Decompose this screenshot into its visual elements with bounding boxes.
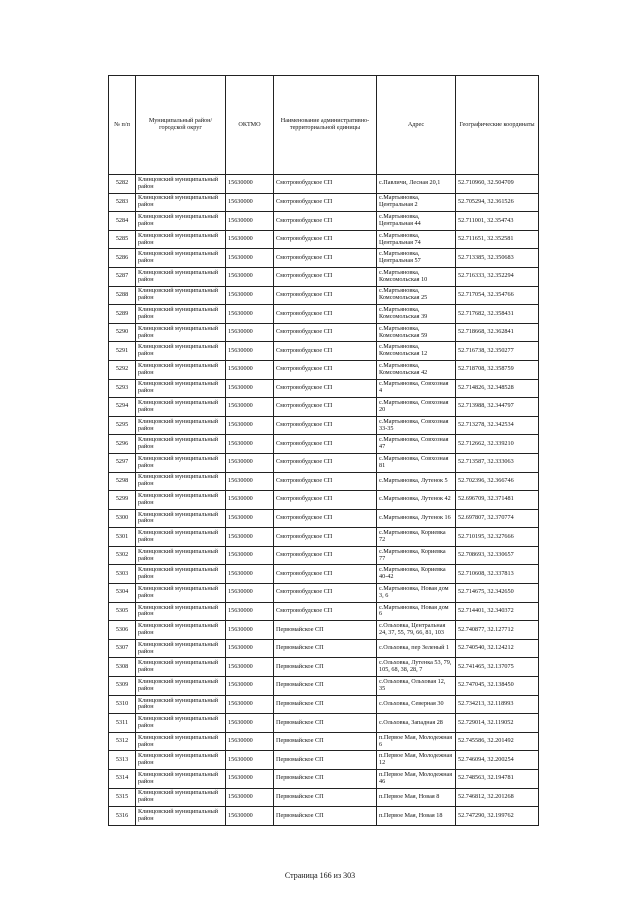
header-oktmo: ОКТМО — [226, 76, 274, 175]
cell-address: с.Ольховка, Западная 28 — [377, 714, 456, 733]
cell-address: с.Мартьяновка, Новая дом 3, 6 — [377, 584, 456, 603]
cell-oktmo: 15630000 — [226, 584, 274, 603]
table-row — [109, 230, 539, 249]
table-row — [109, 267, 539, 286]
cell-num: 5289 — [109, 305, 136, 324]
cell-oktmo: 15630000 — [226, 770, 274, 789]
cell-num: 5295 — [109, 416, 136, 435]
cell-oktmo: 15630000 — [226, 621, 274, 640]
cell-num: 5310 — [109, 695, 136, 714]
table-header — [109, 76, 539, 175]
table-row — [109, 807, 539, 826]
table-row — [109, 249, 539, 268]
cell-address: с.Мартьяновка, Лутенок 16 — [377, 509, 456, 528]
cell-num: 5308 — [109, 658, 136, 677]
cell-unit: Первомайское СП — [274, 695, 377, 714]
cell-district: Клинцовский муниципальный район — [136, 453, 226, 472]
cell-address: п.Первое Мая, Молодежная 6 — [377, 732, 456, 751]
cell-district: Клинцовский муниципальный район — [136, 379, 226, 398]
cell-address: с.Мартьяновка, Кориевка 72 — [377, 528, 456, 547]
cell-oktmo: 15630000 — [226, 509, 274, 528]
table-row — [109, 584, 539, 603]
header-unit: Наименование административно-территориальной единицы — [274, 76, 377, 175]
cell-district: Клинцовский муниципальный район — [136, 751, 226, 770]
table-row — [109, 175, 539, 194]
cell-geo: 52.714401, 32.340372 — [456, 602, 539, 621]
cell-oktmo: 15630000 — [226, 788, 274, 807]
cell-geo: 52.746094, 32.200254 — [456, 751, 539, 770]
cell-unit: Смотровобудское СП — [274, 323, 377, 342]
table-row — [109, 788, 539, 807]
cell-num: 5312 — [109, 732, 136, 751]
cell-district: Клинцовский муниципальный район — [136, 398, 226, 417]
cell-num: 5311 — [109, 714, 136, 733]
cell-unit: Смотровобудское СП — [274, 342, 377, 361]
cell-num: 5282 — [109, 175, 136, 194]
cell-district: Клинцовский муниципальный район — [136, 286, 226, 305]
cell-address: с.Мартьяновка, Комсомольская 42 — [377, 360, 456, 379]
cell-address: с.Ольховка, Центральная 24, 37, 55, 79, 66, 81, 103 — [377, 621, 456, 640]
cell-district: Клинцовский муниципальный район — [136, 658, 226, 677]
cell-oktmo: 15630000 — [226, 249, 274, 268]
cell-unit: Смотровобудское СП — [274, 212, 377, 231]
cell-address: с.Мартьяновка, Кориевка 77 — [377, 546, 456, 565]
table-row — [109, 695, 539, 714]
table-row — [109, 398, 539, 417]
table-row — [109, 360, 539, 379]
cell-num: 5315 — [109, 788, 136, 807]
cell-unit: Первомайское СП — [274, 751, 377, 770]
cell-num: 5303 — [109, 565, 136, 584]
cell-geo: 52.711651, 32.352581 — [456, 230, 539, 249]
cell-district: Клинцовский муниципальный район — [136, 621, 226, 640]
header-num: № п/п — [109, 76, 136, 175]
table-row — [109, 323, 539, 342]
cell-address: с.Мартьяновка, Комсомольская 12 — [377, 342, 456, 361]
cell-oktmo: 15630000 — [226, 230, 274, 249]
cell-num: 5316 — [109, 807, 136, 826]
cell-district: Клинцовский муниципальный район — [136, 360, 226, 379]
cell-address: с.Мартьяновка, Центральная 2 — [377, 193, 456, 212]
cell-oktmo: 15630000 — [226, 472, 274, 491]
table-row — [109, 453, 539, 472]
cell-num: 5309 — [109, 677, 136, 696]
cell-unit: Первомайское СП — [274, 621, 377, 640]
cell-num: 5305 — [109, 602, 136, 621]
cell-geo: 52.716333, 32.352294 — [456, 267, 539, 286]
cell-num: 5301 — [109, 528, 136, 547]
cell-unit: Смотровобудское СП — [274, 305, 377, 324]
cell-unit: Смотровобудское СП — [274, 379, 377, 398]
cell-num: 5296 — [109, 435, 136, 454]
cell-oktmo: 15630000 — [226, 714, 274, 733]
cell-num: 5283 — [109, 193, 136, 212]
cell-unit: Первомайское СП — [274, 658, 377, 677]
cell-district: Клинцовский муниципальный район — [136, 677, 226, 696]
table-row — [109, 546, 539, 565]
cell-district: Клинцовский муниципальный район — [136, 528, 226, 547]
cell-district: Клинцовский муниципальный район — [136, 435, 226, 454]
cell-geo: 52.717054, 32.354766 — [456, 286, 539, 305]
table-row — [109, 714, 539, 733]
cell-unit: Первомайское СП — [274, 714, 377, 733]
register-table — [108, 75, 539, 826]
cell-num: 5285 — [109, 230, 136, 249]
cell-oktmo: 15630000 — [226, 212, 274, 231]
cell-unit: Смотровобудское СП — [274, 546, 377, 565]
cell-unit: Смотровобудское СП — [274, 267, 377, 286]
table-row — [109, 658, 539, 677]
cell-address: п.Первое Мая, Молодежная 46 — [377, 770, 456, 789]
cell-address: с.Мартьяновка, Совхозная 20 — [377, 398, 456, 417]
cell-oktmo: 15630000 — [226, 546, 274, 565]
cell-district: Клинцовский муниципальный район — [136, 230, 226, 249]
cell-district: Клинцовский муниципальный район — [136, 212, 226, 231]
cell-num: 5288 — [109, 286, 136, 305]
cell-num: 5306 — [109, 621, 136, 640]
cell-geo: 52.713587, 32.333063 — [456, 453, 539, 472]
cell-num: 5286 — [109, 249, 136, 268]
cell-oktmo: 15630000 — [226, 453, 274, 472]
cell-num: 5314 — [109, 770, 136, 789]
cell-district: Клинцовский муниципальный район — [136, 305, 226, 324]
cell-geo: 52.718708, 32.358759 — [456, 360, 539, 379]
cell-geo: 52.729014, 32.119052 — [456, 714, 539, 733]
cell-geo: 52.740540, 32.124212 — [456, 639, 539, 658]
cell-num: 5291 — [109, 342, 136, 361]
cell-geo: 52.710608, 32.337813 — [456, 565, 539, 584]
cell-geo: 52.714675, 32.342650 — [456, 584, 539, 603]
cell-address: с.Мартьяновка, Лутенок 5 — [377, 472, 456, 491]
cell-unit: Первомайское СП — [274, 807, 377, 826]
cell-district: Клинцовский муниципальный район — [136, 546, 226, 565]
cell-geo: 52.717682, 32.358431 — [456, 305, 539, 324]
table-row — [109, 639, 539, 658]
cell-address: с.Мартьяновка, Центральная 57 — [377, 249, 456, 268]
cell-geo: 52.712662, 32.339210 — [456, 435, 539, 454]
cell-unit: Смотровобудское СП — [274, 193, 377, 212]
cell-unit: Смотровобудское СП — [274, 528, 377, 547]
cell-num: 5292 — [109, 360, 136, 379]
cell-address: с.Ольховка, Северная 30 — [377, 695, 456, 714]
cell-unit: Первомайское СП — [274, 770, 377, 789]
cell-district: Клинцовский муниципальный район — [136, 491, 226, 510]
cell-oktmo: 15630000 — [226, 398, 274, 417]
cell-district: Клинцовский муниципальный район — [136, 509, 226, 528]
cell-district: Клинцовский муниципальный район — [136, 472, 226, 491]
cell-unit: Первомайское СП — [274, 639, 377, 658]
cell-unit: Смотровобудское СП — [274, 453, 377, 472]
cell-geo: 52.747290, 32.199762 — [456, 807, 539, 826]
table-row — [109, 565, 539, 584]
cell-oktmo: 15630000 — [226, 175, 274, 194]
cell-unit: Смотровобудское СП — [274, 416, 377, 435]
cell-geo: 52.697807, 32.370774 — [456, 509, 539, 528]
cell-address: с.Ольховка, Ольховая 12, 35 — [377, 677, 456, 696]
cell-oktmo: 15630000 — [226, 286, 274, 305]
cell-address: с.Ольховка, пер Зеленый 1 — [377, 639, 456, 658]
table-row — [109, 509, 539, 528]
cell-geo: 52.702396, 32.366746 — [456, 472, 539, 491]
cell-unit: Смотровобудское СП — [274, 472, 377, 491]
table-row — [109, 491, 539, 510]
cell-geo: 52.713988, 32.344797 — [456, 398, 539, 417]
cell-unit: Смотровобудское СП — [274, 509, 377, 528]
cell-num: 5299 — [109, 491, 136, 510]
cell-unit: Смотровобудское СП — [274, 249, 377, 268]
cell-oktmo: 15630000 — [226, 379, 274, 398]
cell-unit: Смотровобудское СП — [274, 435, 377, 454]
cell-district: Клинцовский муниципальный район — [136, 602, 226, 621]
cell-address: с.Мартьяновка, Комсомольская 39 — [377, 305, 456, 324]
cell-oktmo: 15630000 — [226, 639, 274, 658]
cell-unit: Первомайское СП — [274, 677, 377, 696]
cell-district: Клинцовский муниципальный район — [136, 416, 226, 435]
cell-address: с.Мартьяновка, Совхозная 81 — [377, 453, 456, 472]
table-row — [109, 621, 539, 640]
cell-num: 5297 — [109, 453, 136, 472]
cell-oktmo: 15630000 — [226, 528, 274, 547]
cell-address: с.Мартьяновка, Совхозная 33-35 — [377, 416, 456, 435]
cell-geo: 52.705294, 32.361526 — [456, 193, 539, 212]
cell-oktmo: 15630000 — [226, 732, 274, 751]
cell-oktmo: 15630000 — [226, 267, 274, 286]
cell-district: Клинцовский муниципальный район — [136, 639, 226, 658]
cell-address: с.Мартьяновка, Совхозная 47 — [377, 435, 456, 454]
table-row — [109, 286, 539, 305]
cell-num: 5290 — [109, 323, 136, 342]
cell-address: с.Мартьяновка, Лутенок 42 — [377, 491, 456, 510]
cell-district: Клинцовский муниципальный район — [136, 584, 226, 603]
cell-unit: Смотровобудское СП — [274, 491, 377, 510]
cell-geo: 52.713278, 32.342534 — [456, 416, 539, 435]
cell-oktmo: 15630000 — [226, 565, 274, 584]
cell-oktmo: 15630000 — [226, 193, 274, 212]
cell-unit: Смотровобудское СП — [274, 584, 377, 603]
cell-unit: Смотровобудское СП — [274, 230, 377, 249]
cell-oktmo: 15630000 — [226, 751, 274, 770]
cell-num: 5304 — [109, 584, 136, 603]
table-body — [109, 175, 539, 826]
table-row — [109, 193, 539, 212]
cell-geo: 52.711001, 32.354743 — [456, 212, 539, 231]
cell-geo: 52.696709, 32.371481 — [456, 491, 539, 510]
cell-num: 5298 — [109, 472, 136, 491]
table-row — [109, 379, 539, 398]
cell-oktmo: 15630000 — [226, 677, 274, 696]
cell-geo: 52.714826, 32.348528 — [456, 379, 539, 398]
cell-oktmo: 15630000 — [226, 602, 274, 621]
header-address: Адрес — [377, 76, 456, 175]
table-row — [109, 677, 539, 696]
cell-num: 5294 — [109, 398, 136, 417]
cell-address: с.Ольховка, Лутенка 53, 79, 105, 68, 38, 28, 7 — [377, 658, 456, 677]
cell-num: 5293 — [109, 379, 136, 398]
cell-num: 5302 — [109, 546, 136, 565]
page-number: Страница 166 из 303 — [284, 871, 356, 880]
cell-oktmo: 15630000 — [226, 491, 274, 510]
cell-oktmo: 15630000 — [226, 658, 274, 677]
table-row — [109, 602, 539, 621]
cell-address: с.Павличи, Лесная 20,1 — [377, 175, 456, 194]
table-row — [109, 435, 539, 454]
cell-address: с.Мартьяновка, Новая дом 6 — [377, 602, 456, 621]
cell-address: с.Мартьяновка, Комсомольская 10 — [377, 267, 456, 286]
cell-unit: Смотровобудское СП — [274, 565, 377, 584]
cell-geo: 52.740877, 32.127712 — [456, 621, 539, 640]
table-row — [109, 212, 539, 231]
cell-geo: 52.746812, 32.201268 — [456, 788, 539, 807]
cell-oktmo: 15630000 — [226, 360, 274, 379]
cell-district: Клинцовский муниципальный район — [136, 788, 226, 807]
cell-oktmo: 15630000 — [226, 416, 274, 435]
cell-district: Клинцовский муниципальный район — [136, 342, 226, 361]
cell-num: 5300 — [109, 509, 136, 528]
cell-unit: Смотровобудское СП — [274, 175, 377, 194]
cell-num: 5284 — [109, 212, 136, 231]
cell-oktmo: 15630000 — [226, 323, 274, 342]
cell-num: 5287 — [109, 267, 136, 286]
header-geo: Географические координаты — [456, 76, 539, 175]
cell-address: с.Мартьяновка, Центральная 44 — [377, 212, 456, 231]
cell-address: с.Мартьяновка, Центральная 74 — [377, 230, 456, 249]
cell-address: п.Первое Мая, Новая 8 — [377, 788, 456, 807]
cell-geo: 52.713385, 32.350683 — [456, 249, 539, 268]
cell-district: Клинцовский муниципальный район — [136, 732, 226, 751]
table-row — [109, 342, 539, 361]
table-row — [109, 472, 539, 491]
cell-geo: 52.710960, 32.504709 — [456, 175, 539, 194]
cell-unit: Смотровобудское СП — [274, 398, 377, 417]
cell-district: Клинцовский муниципальный район — [136, 714, 226, 733]
cell-geo: 52.716738, 32.350277 — [456, 342, 539, 361]
table-row — [109, 732, 539, 751]
cell-oktmo: 15630000 — [226, 807, 274, 826]
cell-district: Клинцовский муниципальный район — [136, 807, 226, 826]
table-row — [109, 751, 539, 770]
cell-district: Клинцовский муниципальный район — [136, 770, 226, 789]
cell-geo: 52.710195, 32.327666 — [456, 528, 539, 547]
cell-district: Клинцовский муниципальный район — [136, 565, 226, 584]
cell-unit: Первомайское СП — [274, 732, 377, 751]
table-row — [109, 528, 539, 547]
cell-district: Клинцовский муниципальный район — [136, 249, 226, 268]
cell-address: п.Первое Мая, Новая 18 — [377, 807, 456, 826]
cell-geo: 52.747045, 32.138450 — [456, 677, 539, 696]
cell-geo: 52.745586, 32.201492 — [456, 732, 539, 751]
cell-district: Клинцовский муниципальный район — [136, 175, 226, 194]
cell-address: с.Мартьяновка, Совхозная 4 — [377, 379, 456, 398]
cell-address: с.Мартьяновка, Комсомольская 25 — [377, 286, 456, 305]
cell-district: Клинцовский муниципальный район — [136, 323, 226, 342]
table-row — [109, 416, 539, 435]
cell-oktmo: 15630000 — [226, 435, 274, 454]
cell-oktmo: 15630000 — [226, 305, 274, 324]
cell-geo: 52.741465, 32.137075 — [456, 658, 539, 677]
cell-address: с.Мартьяновка, Комсомольская 59 — [377, 323, 456, 342]
cell-district: Клинцовский муниципальный район — [136, 267, 226, 286]
cell-address: с.Мартьяновка, Кориевка 40-42 — [377, 565, 456, 584]
cell-geo: 52.734213, 32.118993 — [456, 695, 539, 714]
cell-unit: Смотровобудское СП — [274, 286, 377, 305]
cell-unit: Смотровобудское СП — [274, 360, 377, 379]
cell-geo: 52.718668, 32.362841 — [456, 323, 539, 342]
table-row — [109, 770, 539, 789]
cell-geo: 52.748563, 32.194781 — [456, 770, 539, 789]
cell-unit: Первомайское СП — [274, 788, 377, 807]
cell-address: п.Первое Мая, Молодежная 12 — [377, 751, 456, 770]
cell-num: 5313 — [109, 751, 136, 770]
cell-oktmo: 15630000 — [226, 342, 274, 361]
cell-num: 5307 — [109, 639, 136, 658]
cell-geo: 52.708693, 32.330657 — [456, 546, 539, 565]
cell-district: Клинцовский муниципальный район — [136, 695, 226, 714]
header-district: Муниципальный район/городской округ — [136, 76, 226, 175]
cell-district: Клинцовский муниципальный район — [136, 193, 226, 212]
cell-oktmo: 15630000 — [226, 695, 274, 714]
table-row — [109, 305, 539, 324]
cell-unit: Смотровобудское СП — [274, 602, 377, 621]
